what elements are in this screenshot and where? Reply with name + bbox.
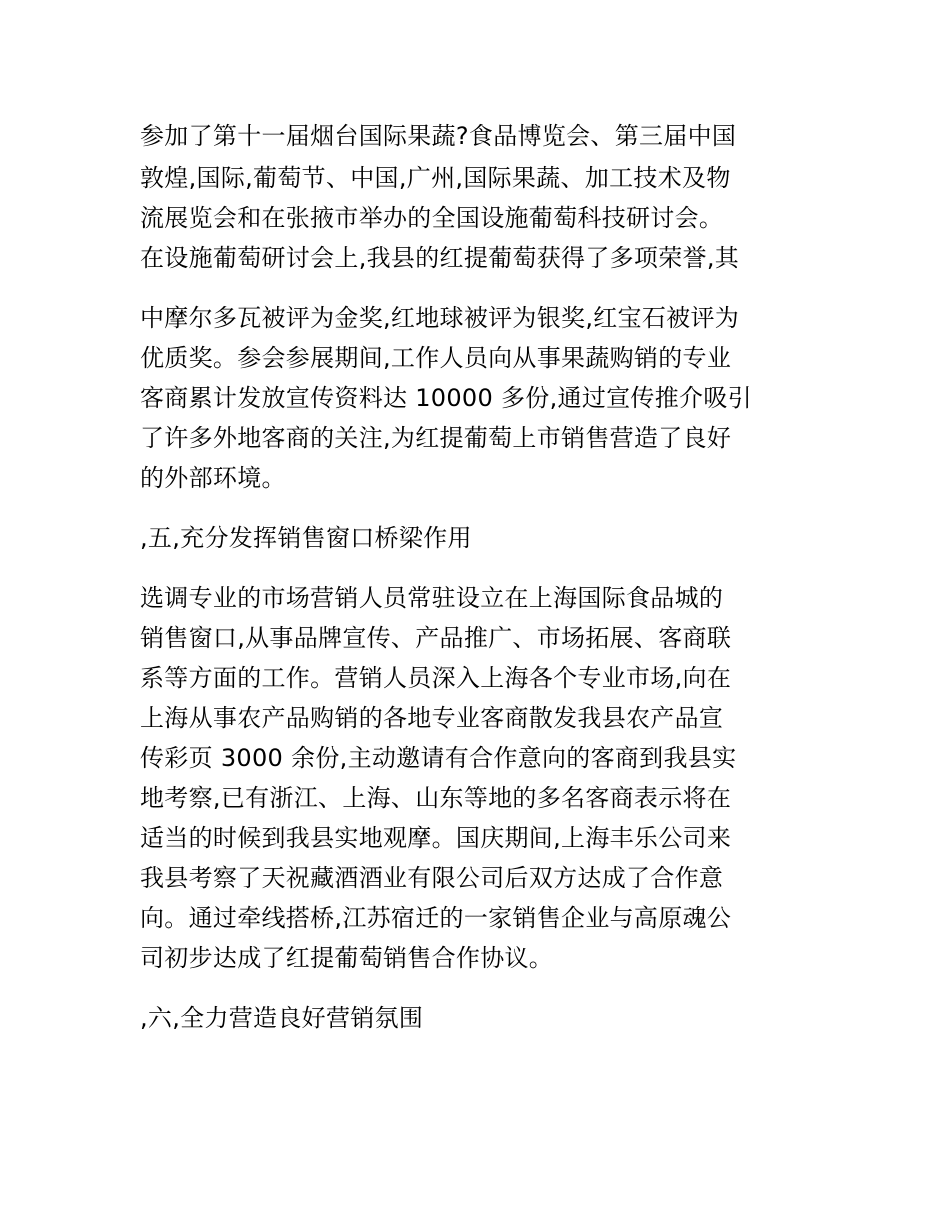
paragraph-line: 流展览会和在张掖市举办的全国设施葡萄科技研讨会。: [140, 204, 724, 232]
paragraph-line: 司初步达成了红提葡萄销售合作协议。: [140, 944, 554, 972]
paragraph-line: 上海从事农产品购销的各地专业客商散发我县农产品宣: [140, 704, 724, 732]
paragraph-line: 在设施葡萄研讨会上,我县的红提葡萄获得了多项荣誉,其: [140, 244, 740, 272]
paragraph-line: 向。通过牵线搭桥,江苏宿迁的一家销售企业与高原魂公: [140, 904, 732, 932]
paragraph-line: 地考察,已有浙江、上海、山东等地的多名客商表示将在: [140, 784, 732, 812]
paragraph-line: 的外部环境。: [140, 464, 286, 492]
paragraph-line: 了许多外地客商的关注,为红提葡萄上市销售营造了良好: [140, 424, 732, 452]
paragraph-line: 适当的时候到我县实地观摩。国庆期间,上海丰乐公司来: [140, 824, 732, 852]
paragraph-line: 我县考察了天祝藏酒酒业有限公司后双方达成了合作意: [140, 864, 724, 892]
paragraph-line: 系等方面的工作。营销人员深入上海各个专业市场,向在: [140, 664, 732, 692]
paragraph-line: 参加了第十一届烟台国际果蔬?食品博览会、第三届中国: [140, 122, 737, 150]
section-heading: ,六,全力营造良好营销氛围: [140, 1004, 424, 1032]
paragraph-line: 优质奖。参会参展期间,工作人员向从事果蔬购销的专业: [140, 344, 732, 372]
paragraph-line: 敦煌,国际,葡萄节、中国,广州,国际果蔬、加工技术及物: [140, 164, 731, 192]
section-heading: ,五,充分发挥销售窗口桥梁作用: [140, 524, 472, 552]
paragraph-line: 选调专业的市场营销人员常驻设立在上海国际食品城的: [140, 584, 724, 612]
paragraph-line: 客商累计发放宣传资料达 10000 多份,通过宣传推介吸引: [140, 384, 752, 412]
paragraph-line: 传彩页 3000 余份,主动邀请有合作意向的客商到我县实: [140, 744, 737, 772]
paragraph-line: 中摩尔多瓦被评为金奖,红地球被评为银奖,红宝石被评为: [140, 304, 740, 332]
paragraph-line: 销售窗口,从事品牌宣传、产品推广、市场拓展、客商联: [140, 624, 732, 652]
